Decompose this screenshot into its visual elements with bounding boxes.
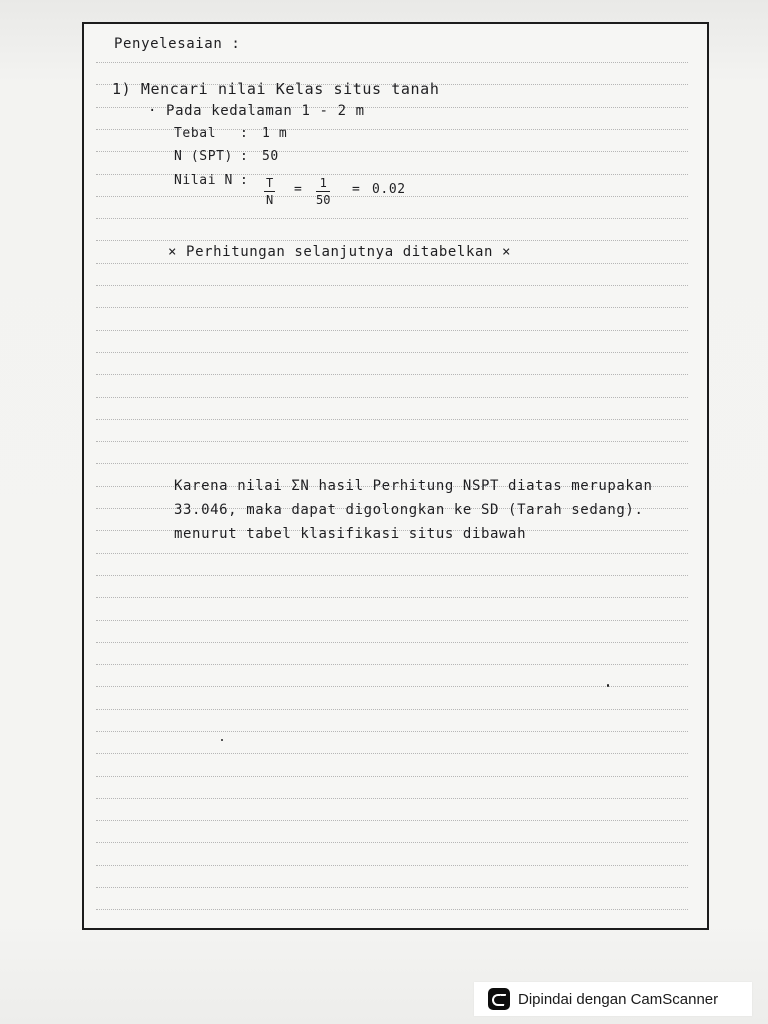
nilai-n-label: Nilai N (174, 173, 233, 188)
ruled-line (96, 753, 688, 754)
thickness-value: 1 m (262, 126, 288, 141)
ruled-line (96, 263, 688, 264)
equals-sign-2: = (352, 182, 361, 197)
ruled-line (96, 620, 688, 621)
step-1-title: 1) Mencari nilai Kelas situs tanah (112, 80, 440, 98)
ruled-line (96, 419, 688, 420)
camscanner-stamp (474, 982, 752, 1016)
ruled-line (96, 597, 688, 598)
ruled-line (96, 842, 688, 843)
ruled-line (96, 307, 688, 308)
conclusion-line-2: 33.046, maka dapat digolongkan ke SD (Tarah sedang). (174, 502, 644, 518)
ruled-line (96, 285, 688, 286)
thickness-colon: : (240, 126, 249, 141)
ruled-line (96, 798, 688, 799)
depth-bullet: · Pada kedalaman 1 - 2 m (148, 103, 365, 119)
nilai-n-colon: : (240, 173, 249, 188)
thickness-label: Tebal (174, 126, 217, 141)
ink-speck (221, 739, 223, 741)
solution-heading: Penyelesaian : (114, 36, 241, 52)
fraction-n-denominator: N (266, 193, 274, 207)
ruled-line (96, 776, 688, 777)
ruled-line (96, 909, 688, 910)
nspt-value: 50 (262, 149, 279, 164)
ruled-line (96, 374, 688, 375)
camscanner-stamp-text: Dipindai dengan CamScanner (518, 990, 719, 1008)
fraction-50-denominator: 50 (316, 193, 331, 207)
tabulated-note: × Perhitungan selanjutnya ditabelkan × (168, 244, 512, 260)
fraction-1-over-50 (316, 176, 330, 207)
ruled-line (96, 686, 688, 687)
nspt-colon: : (240, 149, 249, 164)
ruled-line (96, 642, 688, 643)
ruled-line (96, 441, 688, 442)
ink-speck (607, 684, 609, 687)
ruled-line (96, 887, 688, 888)
ruled-line (96, 330, 688, 331)
fraction-t-numerator: T (266, 176, 274, 190)
ruled-line (96, 397, 688, 398)
fraction-t-over-n (264, 176, 275, 207)
ruled-line (96, 820, 688, 821)
ruled-line (96, 352, 688, 353)
ruled-line (96, 218, 688, 219)
conclusion-line-3: menurut tabel klasifikasi situs dibawah (174, 526, 527, 542)
ruled-line (96, 731, 688, 732)
ruled-line (96, 240, 688, 241)
ruled-line (96, 463, 688, 464)
ruled-line (96, 575, 688, 576)
nspt-label: N (SPT) (174, 149, 233, 164)
ruled-line (96, 709, 688, 710)
ruled-line (96, 664, 688, 665)
conclusion-line-1: Karena nilai ΣN hasil Perhitung NSPT diatas merupakan (174, 478, 653, 494)
nilai-n-result: 0.02 (372, 182, 406, 197)
ruled-line (96, 553, 688, 554)
ruled-line (96, 62, 688, 63)
ruled-line (96, 865, 688, 866)
fraction-1-numerator: 1 (319, 176, 327, 190)
camscanner-logo-icon (488, 988, 510, 1010)
equals-sign-1: = (294, 182, 303, 197)
